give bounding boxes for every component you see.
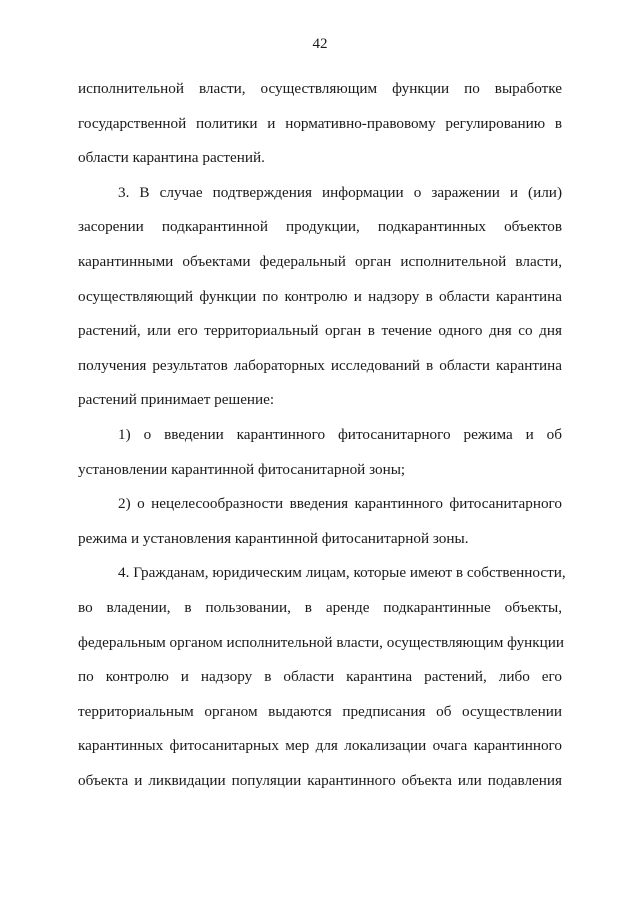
text-line: области карантина растений. xyxy=(78,149,265,167)
text-line: режима и установления карантинной фитосанитарной зоны. xyxy=(78,529,469,547)
text-line: объекта и ликвидации популяции карантинного объекта или подавления xyxy=(78,771,562,789)
paragraph-4-first-line: 4. Гражданам, юридическим лицам, которые имеют в собственности, xyxy=(118,564,566,582)
page-number: 42 xyxy=(312,36,328,52)
text-line: федеральным органом исполнительной власти, осуществляющим функции xyxy=(78,633,565,651)
text-line: растений принимает решение: xyxy=(78,391,275,409)
text-line: растений, или его территориальный орган в течение одного дня со дня xyxy=(78,322,562,340)
text-line: карантинными объектами федеральный орган исполнительной власти, xyxy=(78,252,562,270)
list-item-2-first-line: 2) о нецелесообразности введения карантинного фитосанитарного xyxy=(118,495,562,513)
text-line: территориальным органом выдаются предписания об осуществлении xyxy=(78,702,562,720)
text-line: во владении, в пользовании, в аренде подкарантинные объекты, xyxy=(78,598,562,616)
document-body xyxy=(78,72,566,798)
list-item-1-first-line: 1) о введении карантинного фитосанитарного режима и об xyxy=(118,425,562,443)
text-line: установлении карантинной фитосанитарной зоны; xyxy=(78,460,406,478)
text-line: засорении подкарантинной продукции, подкарантинных объектов xyxy=(78,218,562,236)
paragraph-3-first-line: 3. В случае подтверждения информации о заражении и (или) xyxy=(118,183,562,201)
text-line: государственной политики и нормативно-правовому регулированию в xyxy=(78,114,562,132)
text-line: получения результатов лабораторных исследований в области карантина xyxy=(78,356,562,374)
text-line: исполнительной власти, осуществляющим функции по выработке xyxy=(78,80,562,97)
text-line: осуществляющий функции по контролю и надзору в области карантина xyxy=(78,287,562,305)
text-line: по контролю и надзору в области карантина растений, либо его xyxy=(78,668,562,686)
text-line: карантинных фитосанитарных мер для локализации очага карантинного xyxy=(78,737,562,755)
